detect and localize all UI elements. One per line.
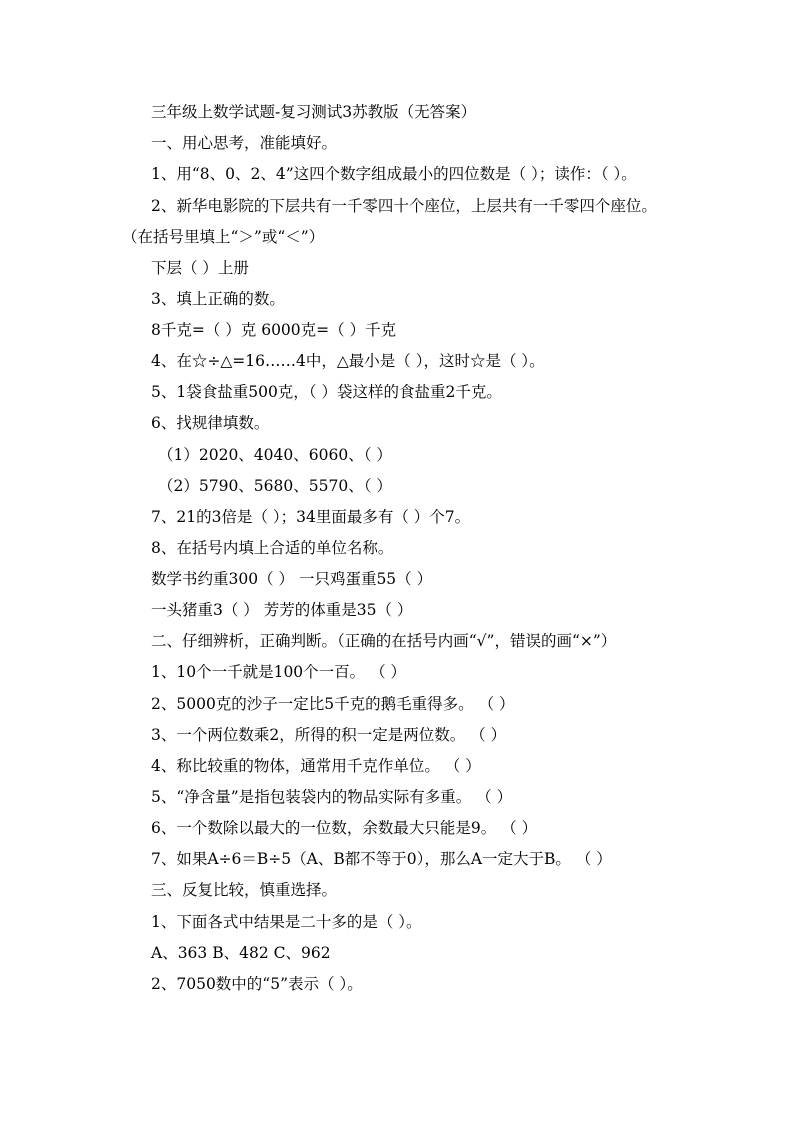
document-title: 三年级上数学试题-复习测试3苏教版（无答案） <box>151 103 477 121</box>
question-2-line-2: （在括号里填上“＞”或“＜”） <box>122 228 325 246</box>
choice-2: 2、7050数中的“5”表示（ ）。 <box>151 975 363 993</box>
judge-3: 3、一个两位数乘2，所得的积一定是两位数。 （ ） <box>151 726 507 744</box>
question-1: 1、用“8、0、2、4”这四个数字组成最小的四位数是（ ）；读作：（ ）。 <box>151 165 637 183</box>
question-6: 6、找规律填数。 <box>151 414 270 432</box>
question-3-items: 8千克=（ ）克 6000克=（ ）千克 <box>151 321 397 339</box>
question-4: 4、在☆÷△=16……4中，△最小是（ ），这时☆是（ ）。 <box>151 352 545 370</box>
question-6-item-1: （1）2020、4040、6060、（ ） <box>158 446 392 464</box>
judge-7: 7、如果A÷6＝B÷5（A、B都不等于0），那么A一定大于B。 （ ） <box>151 850 612 868</box>
section-2-heading: 二、仔细辨析，正确判断。（正确的在括号内画“√”，错误的画“×”） <box>151 632 617 650</box>
judge-6: 6、一个数除以最大的一位数，余数最大只能是9。 （ ） <box>151 819 538 837</box>
question-2-line-1: 2、新华电影院的下层共有一千零四十个座位，上层共有一千零四个座位。 <box>151 197 657 215</box>
choice-1: 1、下面各式中结果是二十多的是（ ）。 <box>151 913 422 931</box>
question-8-items-2: 一头猪重3（ ） 芳芳的体重是35（ ） <box>151 601 413 619</box>
question-8-items-1: 数学书约重300（ ） 一只鸡蛋重55（ ） <box>151 570 433 588</box>
question-5: 5、1袋食盐重500克，（ ）袋这样的食盐重2千克。 <box>151 383 502 401</box>
section-1-heading: 一、用心思考，准能填好。 <box>151 134 338 152</box>
question-2-answer-line: 下层（ ）上册 <box>151 259 249 277</box>
question-7: 7、21的3倍是（ ）；34里面最多有（ ）个7。 <box>151 508 471 526</box>
judge-2: 2、5000克的沙子一定比5千克的鹅毛重得多。 （ ） <box>151 695 515 713</box>
judge-1: 1、10个一千就是100个一百。 （ ） <box>151 663 407 681</box>
judge-4: 4、称比较重的物体，通常用千克作单位。 （ ） <box>151 757 481 775</box>
question-3: 3、填上正确的数。 <box>151 290 285 308</box>
question-6-item-2: （2）5790、5680、5570、（ ） <box>158 477 392 495</box>
question-8: 8、在括号内填上合适的单位名称。 <box>151 539 394 557</box>
judge-5: 5、“净含量”是指包装袋内的物品实际有多重。 （ ） <box>151 788 513 806</box>
section-3-heading: 三、反复比较，慎重选择。 <box>151 881 338 899</box>
choice-1-options: A、363 B、482 C、962 <box>151 944 331 962</box>
